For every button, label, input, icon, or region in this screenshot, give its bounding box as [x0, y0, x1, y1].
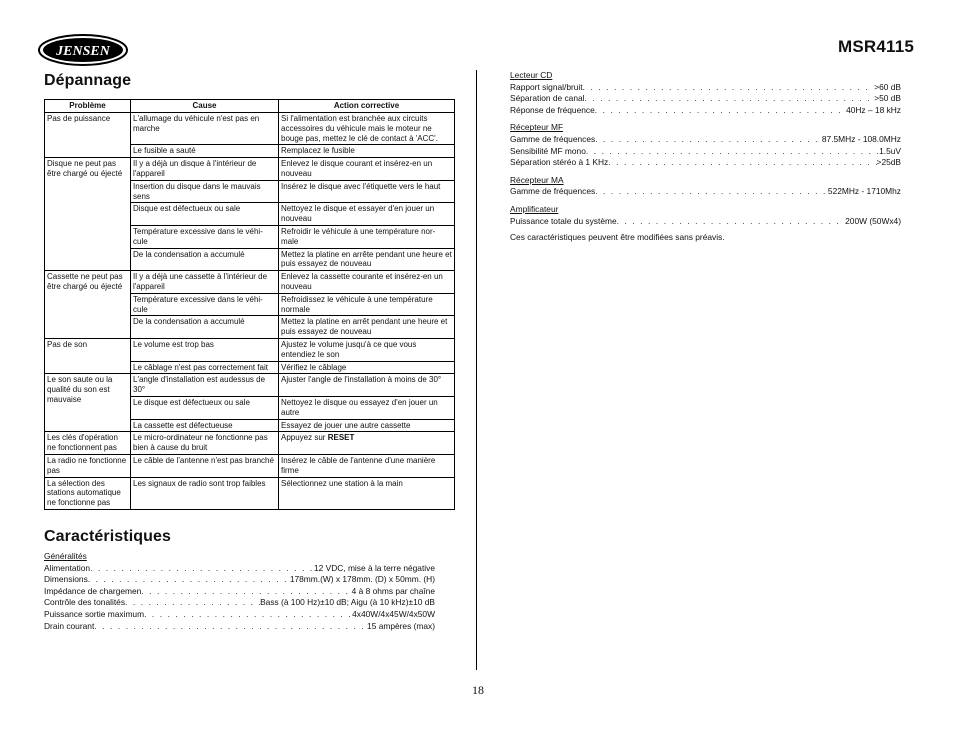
spec-row [44, 586, 435, 598]
spec-row [510, 216, 901, 228]
spec-row [510, 157, 901, 169]
cause-cell: Insertion du disque dans le mauvais sens [131, 180, 279, 203]
spec-row [510, 186, 901, 198]
cause-cell: Il y a déjà une cassette à l'intérieur de l'appareil [131, 271, 279, 294]
spec-value: 200W (50Wx4) [845, 215, 901, 226]
action-text: Nettoyez le disque ou essayez d'en jouer un autre [281, 397, 438, 417]
spec-value: >25dB [876, 157, 901, 168]
table-row [45, 374, 455, 397]
spec-label: Alimentation [44, 562, 91, 573]
spec-label: Réponse de fréquence [510, 104, 595, 115]
action-cell [279, 361, 455, 374]
dot-leader [144, 609, 352, 621]
column-header-action: Action corrective [279, 100, 455, 113]
column-header-cause: Cause [131, 100, 279, 113]
table-row [45, 113, 455, 145]
table-row [45, 477, 455, 509]
spec-section-heading: Lecteur CD [510, 70, 553, 80]
spec-section-heading: Récepteur MA [510, 174, 564, 185]
action-cell [279, 419, 455, 432]
action-cell [279, 396, 455, 419]
spec-row [510, 146, 901, 158]
action-cell [279, 113, 455, 145]
spec-label: Sensibilité MF mono [510, 145, 586, 156]
problem-cell: La sélection des stations automatique ne fonctionne pas [45, 477, 131, 509]
action-text: Ajustez le volume jusqu'à ce que vous entendiez le son [281, 339, 417, 359]
cause-cell: Le câble de l'antenne n'est pas branché [131, 454, 279, 477]
spec-value: 4x40W/4x45W/4x50W [352, 608, 435, 619]
jensen-logo [38, 34, 128, 66]
dot-leader [88, 574, 290, 586]
dot-leader [125, 597, 260, 609]
cause-cell: Les signaux de radio sont trop faibles [131, 477, 279, 509]
spec-row [510, 93, 901, 105]
spec-row [510, 82, 901, 94]
cause-cell: Le câblage n'est pas correctement fait [131, 361, 279, 374]
spec-label: Dimensions [44, 574, 88, 585]
action-cell [279, 338, 455, 361]
table-row [45, 338, 455, 361]
spec-value: 12 VDC, mise à la terre négative [313, 562, 435, 573]
column-header-problem: Problème [45, 100, 131, 113]
cause-cell: Le volume est trop bas [131, 338, 279, 361]
cause-cell: Disque est défectueux ou sale [131, 203, 279, 226]
action-cell [279, 225, 455, 248]
action-cell [279, 145, 455, 158]
action-text: Mettez la platine en arrête pendant une heure et puis essayez de nouveau [281, 249, 452, 269]
action-cell [279, 432, 455, 455]
spec-label: Rapport signal/bruit [510, 81, 583, 92]
action-text: Enlevez le disque courant et insérez-en un nouveau [281, 159, 433, 178]
cause-cell: Température excessive dans le véhi-cule [131, 225, 279, 248]
problem-cell: Les clés d'opération ne fonctionnent pas [45, 432, 131, 455]
specifications-title: Caractéristiques [44, 528, 171, 545]
spec-row [510, 105, 901, 117]
dot-leader [595, 186, 828, 198]
spec-value: 87.5MHz - 108.0MHz [821, 133, 901, 144]
right-specs [510, 70, 901, 244]
spec-value: 522MHz - 1710Mhz [827, 186, 901, 197]
action-text: Refroidir le véhicule à une température nor-male [281, 226, 436, 246]
general-specs [44, 551, 435, 632]
spec-row [44, 621, 435, 633]
spec-section-heading: Amplificateur [510, 203, 559, 214]
dot-leader [608, 157, 876, 169]
spec-row [510, 134, 901, 146]
action-text: Insérez le câble de l'antenne d'une manière firme [281, 455, 436, 475]
column-divider [476, 70, 477, 670]
page-number: 18 [472, 683, 484, 697]
spec-value: 40Hz – 18 kHz [846, 104, 901, 115]
action-cell [279, 271, 455, 294]
dot-leader [617, 216, 846, 228]
action-text: Enlevez la cassette courante et insérez-en un nouveau [281, 272, 443, 291]
troubleshooting-title: Dépannage [44, 72, 132, 89]
cause-cell: Le fusible a sauté [131, 145, 279, 158]
table-row [45, 271, 455, 294]
cause-cell: Il y a déjà un disque à l'intérieur de l'appareil [131, 158, 279, 181]
action-text: Remplacez le fusible [281, 146, 355, 156]
table-header-row [45, 100, 455, 113]
cause-cell: La cassette est défectueuse [131, 419, 279, 432]
cause-cell: De la condensation a accumulé [131, 248, 279, 271]
spec-label: Puissance sortie maximum [44, 608, 145, 619]
spec-value: 1.5uV [879, 145, 901, 156]
action-text: Mettez la platine en arrêt pendant une heure et puis essayez de nouveau [281, 317, 448, 337]
model-number: MSR4115 [838, 37, 915, 56]
table-row [45, 432, 455, 455]
spec-row [44, 574, 435, 586]
spec-row [44, 597, 435, 609]
cause-cell: L'allumage du véhicule n'est pas en marche [131, 113, 279, 145]
troubleshooting-table [44, 99, 455, 510]
cause-cell: Le micro-ordinateur ne fonctionne pas bien à cause du bruit [131, 432, 279, 455]
dot-leader [141, 586, 351, 598]
cause-cell: Température excessive dans le véhi-cule [131, 293, 279, 316]
specs-note: Ces caractéristiques peuvent être modifiées sans préavis. [510, 232, 725, 243]
problem-cell: Cassette ne peut pas être chargé ou éjecté [45, 271, 131, 339]
action-text: Essayez de jouer une autre cassette [281, 420, 411, 430]
cause-cell: L'angle d'installation est audessus de 30° [131, 374, 279, 397]
spec-section-heading: Récepteur MF [510, 122, 564, 133]
spec-value: 4 à 8 ohms par chaîne [351, 585, 435, 596]
svg-text:JENSEN: JENSEN [56, 44, 110, 59]
spec-label: Contrôle des tonalités [44, 597, 126, 608]
action-text: Appuyez sur [281, 433, 328, 443]
table-row [45, 158, 455, 181]
action-cell [279, 454, 455, 477]
spec-label: Séparation de canal [510, 93, 585, 104]
action-cell [279, 180, 455, 203]
problem-cell: Pas de son [45, 338, 131, 373]
spec-value: Bass (à 100 Hz)±10 dB; Aigu (à 10 kHz)±10 dB [260, 597, 435, 608]
problem-cell: Le son saute ou la qualité du son est mauvaise [45, 374, 131, 432]
dot-leader [595, 134, 822, 146]
spec-label: Puissance totale du système [510, 215, 617, 226]
action-text: Insérez le disque avec l'étiquette vers le haut [281, 181, 441, 191]
dot-leader [586, 146, 879, 158]
general-heading: Généralités [44, 551, 87, 561]
action-cell [279, 158, 455, 181]
dot-leader [583, 82, 875, 94]
spec-label: Séparation stéréo à 1 KHz [510, 157, 609, 168]
spec-value: 15 ampères (max) [367, 620, 435, 631]
problem-cell: La radio ne fonctionne pas [45, 454, 131, 477]
action-cell [279, 477, 455, 509]
action-cell [279, 248, 455, 271]
spec-label: Gamme de fréquences [510, 133, 596, 144]
spec-value: >60 dB [874, 81, 901, 92]
cause-cell: De la condensation a accumulé [131, 316, 279, 339]
action-text: Vérifiez le câblage [281, 362, 347, 372]
action-cell [279, 374, 455, 397]
action-cell [279, 316, 455, 339]
spec-value: >50 dB [874, 93, 901, 104]
dot-leader [90, 563, 314, 575]
action-bold-text: RESET [327, 433, 355, 443]
spec-label: Drain courant [44, 620, 95, 631]
action-text: Refroidissez le véhicule à une température normale [281, 294, 433, 314]
dot-leader [595, 105, 846, 117]
action-cell [279, 203, 455, 226]
dot-leader [585, 93, 875, 105]
spec-row [44, 563, 435, 575]
table-row [45, 454, 455, 477]
action-text: Nettoyez le disque et essayer d'en jouer un nouveau [281, 204, 435, 224]
cause-cell: Le disque est défectueux ou sale [131, 396, 279, 419]
spec-label: Impédance de chargemen [44, 585, 142, 596]
action-text: Si l'alimentation est branchée aux circuits accessoires du véhicule mais le moteur ne bouge pas, mettez le clé de contact à 'ACC'. [281, 114, 438, 143]
spec-row [44, 609, 435, 621]
problem-cell: Pas de puissance [45, 113, 131, 158]
action-text: Ajuster l'angle de l'installation à moins de 30° [281, 375, 442, 385]
problem-cell: Disque ne peut pas être chargé ou éjecté [45, 158, 131, 271]
action-text: Sélectionnez une station à la main [281, 478, 403, 488]
action-cell [279, 293, 455, 316]
spec-label: Gamme de fréquences [510, 186, 596, 197]
dot-leader [94, 621, 367, 633]
spec-value: 178mm.(W) x 178mm. (D) x 50mm. (H) [289, 574, 435, 585]
